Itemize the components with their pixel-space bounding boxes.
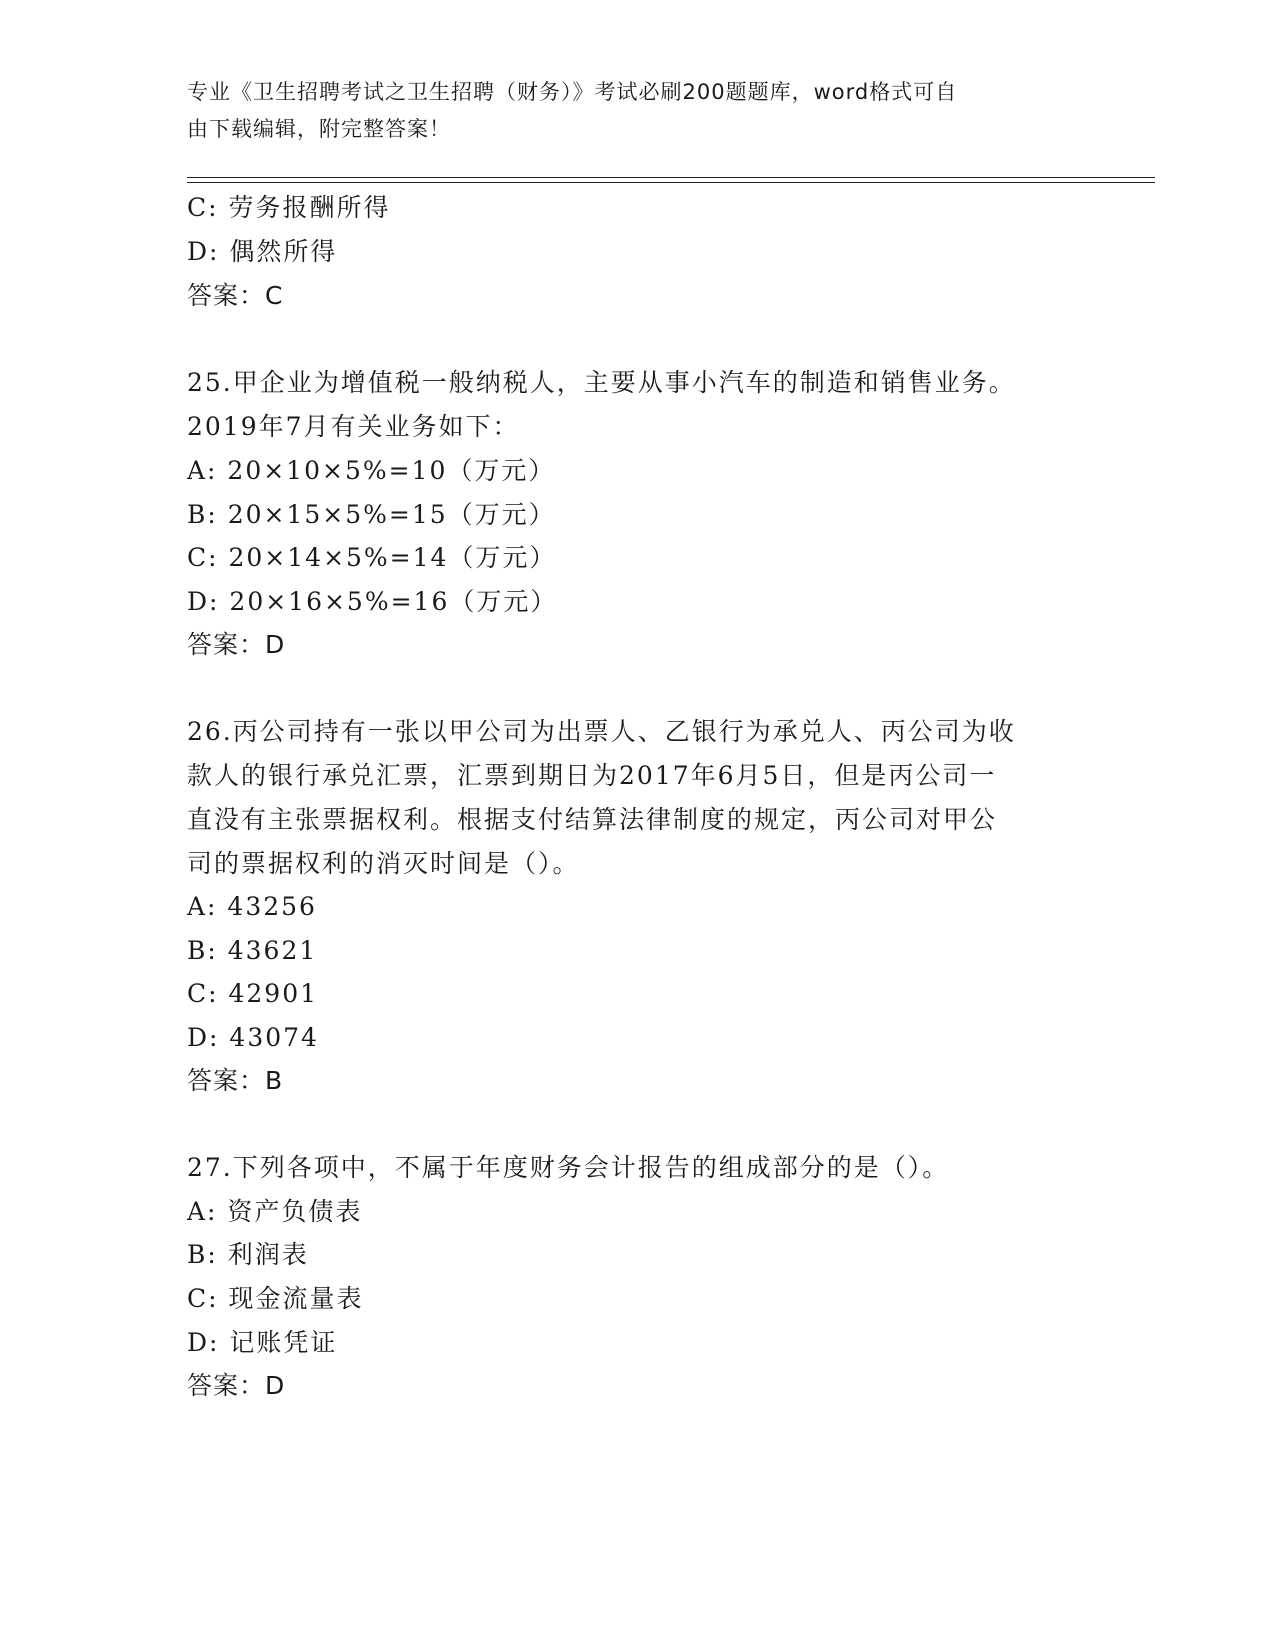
header-divider-top — [187, 177, 1155, 178]
q27-option-a: A: 资产负债表 — [187, 1197, 363, 1226]
q27-option-b: B: 利润表 — [187, 1240, 309, 1269]
q26-stem-line-3: 直没有主张票据权利。根据支付结算法律制度的规定，丙公司对甲公 — [187, 805, 998, 834]
q26-option-b: B: 43621 — [187, 936, 318, 965]
header-line-2: 由下载编辑，附完整答案！ — [187, 117, 451, 141]
document-header — [187, 74, 1067, 148]
q24-answer: 答案：C — [187, 281, 284, 310]
header-line-1: 专业《卫生招聘考试之卫生招聘（财务）》考试必刷200题题库，word格式可自 — [187, 80, 958, 104]
q26-option-a: A: 43256 — [187, 892, 317, 921]
q26-answer: 答案：B — [187, 1066, 284, 1095]
q27-answer: 答案：D — [187, 1371, 286, 1400]
q26-stem-line-2: 款人的银行承兑汇票，汇票到期日为2017年6月5日，但是丙公司一 — [187, 761, 997, 790]
q25-option-c: C: 20×14×5%=14（万元） — [187, 543, 557, 572]
q27-option-d: D: 记账凭证 — [187, 1328, 338, 1357]
q24-option-c: C: 劳务报酬所得 — [187, 193, 391, 222]
q26-option-c: C: 42901 — [187, 979, 319, 1008]
q26-stem-line-1: 26.丙公司持有一张以甲公司为出票人、乙银行为承兑人、丙公司为收 — [187, 717, 1016, 746]
q25-stem-line-1: 25.甲企业为增值税一般纳税人，主要从事小汽车的制造和销售业务。 — [187, 368, 1016, 397]
header-divider-bottom — [187, 182, 1155, 183]
q24-option-d: D: 偶然所得 — [187, 237, 338, 266]
q25-answer: 答案：D — [187, 630, 286, 659]
q27-option-c: C: 现金流量表 — [187, 1284, 364, 1313]
q26-stem-line-4: 司的票据权利的消灭时间是（）。 — [187, 849, 580, 878]
q25-option-d: D: 20×16×5%=16（万元） — [187, 587, 558, 616]
q25-option-b: B: 20×15×5%=15（万元） — [187, 500, 556, 529]
q25-option-a: A: 20×10×5%=10（万元） — [187, 456, 556, 485]
q27-stem-line-1: 27.下列各项中，不属于年度财务会计报告的组成部分的是（）。 — [187, 1153, 950, 1182]
q26-option-d: D: 43074 — [187, 1023, 319, 1052]
q25-stem-line-2: 2019年7月有关业务如下： — [187, 412, 520, 441]
